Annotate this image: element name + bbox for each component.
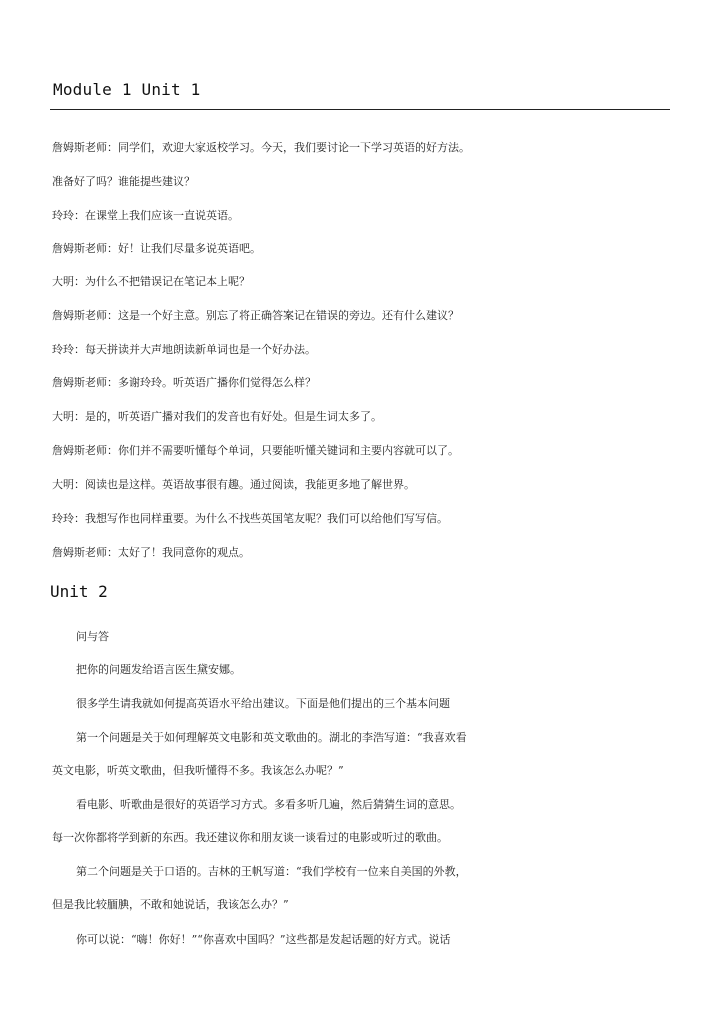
dialogue-line: 詹姆斯老师：多谢玲玲。听英语广播你们觉得怎么样？ — [52, 376, 316, 389]
passage-line: 每一次你都将学到新的东西。我还建议你和朋友谈一谈看过的电影或听过的歌曲。 — [52, 831, 448, 844]
module-heading: Module 1 Unit 1 — [53, 80, 201, 99]
passage-line: 看电影、听歌曲是很好的英语学习方式。多看多听几遍，然后猜猜生词的意思。 — [76, 798, 461, 811]
dialogue-line: 詹姆斯老师：同学们，欢迎大家返校学习。今天，我们要讨论一下学习英语的好方法。 — [52, 141, 470, 154]
heading-divider — [50, 109, 670, 110]
dialogue-line: 詹姆斯老师：太好了！我同意你的观点。 — [52, 546, 250, 559]
passage-line: 但是我比较腼腆，不敢和她说话，我该怎么办？” — [52, 898, 289, 911]
dialogue-line: 玲玲：在课堂上我们应该一直说英语。 — [52, 209, 239, 222]
dialogue-line: 詹姆斯老师：好！让我们尽量多说英语吧。 — [52, 242, 261, 255]
dialogue-line: 大明：为什么不把错误记在笔记本上呢？ — [52, 275, 250, 288]
passage-title: 问与答 — [76, 630, 109, 643]
dialogue-line: 詹姆斯老师：这是一个好主意。别忘了将正确答案记在错误的旁边。还有什么建议？ — [52, 309, 459, 322]
passage-line: 第二个问题是关于口语的。吉林的王帆写道：“我们学校有一位来自美国的外教， — [76, 865, 467, 878]
passage-line: 你可以说：“嗨！你好！”“你喜欢中国吗？”这些都是发起话题的好方式。说话 — [76, 933, 451, 946]
unit2-heading: Unit 2 — [50, 582, 108, 601]
dialogue-line: 玲玲：每天拼读并大声地朗读新单词也是一个好办法。 — [52, 343, 316, 356]
dialogue-line: 詹姆斯老师：你们并不需要听懂每个单词，只要能听懂关键词和主要内容就可以了。 — [52, 444, 459, 457]
dialogue-line: 玲玲：我想写作也同样重要。为什么不找些英国笔友呢？我们可以给他们写写信。 — [52, 512, 448, 525]
dialogue-line: 大明：是的，听英语广播对我们的发音也有好处。但是生词太多了。 — [52, 410, 382, 423]
dialogue-line: 大明：阅读也是这样。英语故事很有趣。通过阅读，我能更多地了解世界。 — [52, 478, 415, 491]
dialogue-line: 准备好了吗？谁能提些建议？ — [52, 175, 195, 188]
passage-line: 很多学生请我就如何提高英语水平给出建议。下面是他们提出的三个基本问题 — [76, 697, 450, 710]
passage-line: 把你的问题发给语言医生黛安娜。 — [76, 663, 241, 676]
passage-line: 第一个问题是关于如何理解英文电影和英文歌曲的。湖北的李浩写道：“我喜欢看 — [76, 731, 467, 744]
passage-line: 英文电影，听英文歌曲，但我听懂得不多。我该怎么办呢？” — [52, 764, 344, 777]
